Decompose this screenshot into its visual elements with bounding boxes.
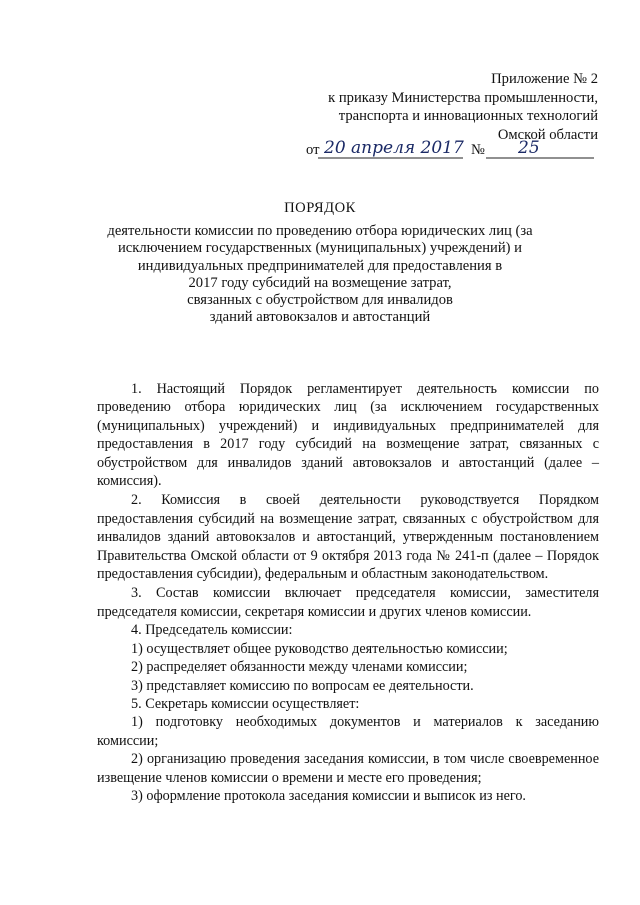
appendix-ministry: транспорта и инновационных технологий bbox=[338, 108, 598, 125]
paragraph: 2) распределяет обязанности между членами комиссии; bbox=[131, 659, 468, 676]
paragraph: 1) подготовку необходимых документов и материалов к заседанию комиссии; bbox=[97, 714, 599, 749]
title-line: исключением государственных (муниципальных) учреждений) и bbox=[117, 240, 522, 257]
appendix-order-ref: к приказу Министерства промышленности, bbox=[328, 89, 598, 106]
title-line: 2017 году субсидий на возмещение затрат, bbox=[188, 274, 452, 291]
document-body bbox=[97, 380, 599, 805]
title-line: деятельности комиссии по проведению отбора юридических лиц (за bbox=[107, 223, 533, 240]
title-line: зданий автовокзалов и автостанций bbox=[209, 309, 431, 326]
order-date-line bbox=[298, 135, 598, 163]
document-title bbox=[0, 200, 640, 326]
title-heading: ПОРЯДОК bbox=[284, 200, 356, 216]
title-line: связанных с обустройством для инвалидов bbox=[187, 292, 453, 309]
appendix-region: Омской области bbox=[497, 126, 598, 143]
paragraph: 3. Состав комиссии включает председателя комиссии, заместителя председателя комиссии, секретаря комиссии и других членов комиссии. bbox=[97, 585, 599, 620]
paragraph: 3) оформление протокола заседания комиссии и выписок из него. bbox=[131, 787, 526, 804]
paragraph: 4. Председатель комиссии: bbox=[131, 622, 293, 639]
handwritten-date-signature bbox=[298, 135, 598, 163]
paragraph: 1. Настоящий Порядок регламентирует деятельность комиссии по проведению отбора юридических лиц (за исключением государственных (муниципальных) учреждений) и индивидуальных предпринимателей для предоставления в 2017 году субсидий на возмещение затрат, связанных с обустройством для инвалидов зданий автовокзалов и автостанций (далее – комиссия). bbox=[97, 381, 599, 490]
paragraph: 1) осуществляет общее руководство деятельностью комиссии; bbox=[131, 640, 508, 657]
paragraph: 5. Секретарь комиссии осуществляет: bbox=[131, 695, 360, 712]
paragraph: 3) представляет комиссию по вопросам ее деятельности. bbox=[131, 677, 474, 694]
date-prefix: от bbox=[306, 142, 320, 158]
appendix-header bbox=[328, 70, 598, 144]
title-line: индивидуальных предпринимателей для предоставления в bbox=[137, 257, 503, 274]
appendix-number: Приложение № 2 bbox=[491, 71, 598, 87]
svg-text:20 апреля 2017: 20 апреля 2017 bbox=[324, 138, 464, 158]
paragraph: 2) организацию проведения заседания комиссии, в том числе своевременное извещение членов комиссии о времени и месте его проведения; bbox=[97, 751, 599, 786]
svg-text:25: 25 bbox=[518, 138, 540, 158]
number-label: № bbox=[471, 142, 485, 158]
paragraph: 2. Комиссия в своей деятельности руководствуется Порядком предоставления субсидий на возмещение затрат, связанных с обустройством для инвалидов зданий автовокзалов и автостанций, утвержденным постановлением Правительства Омской области от 9 октября 2013 года № 241-п (далее – Порядок предоставления субсидии), федеральным и областным законодательством. bbox=[97, 492, 599, 583]
